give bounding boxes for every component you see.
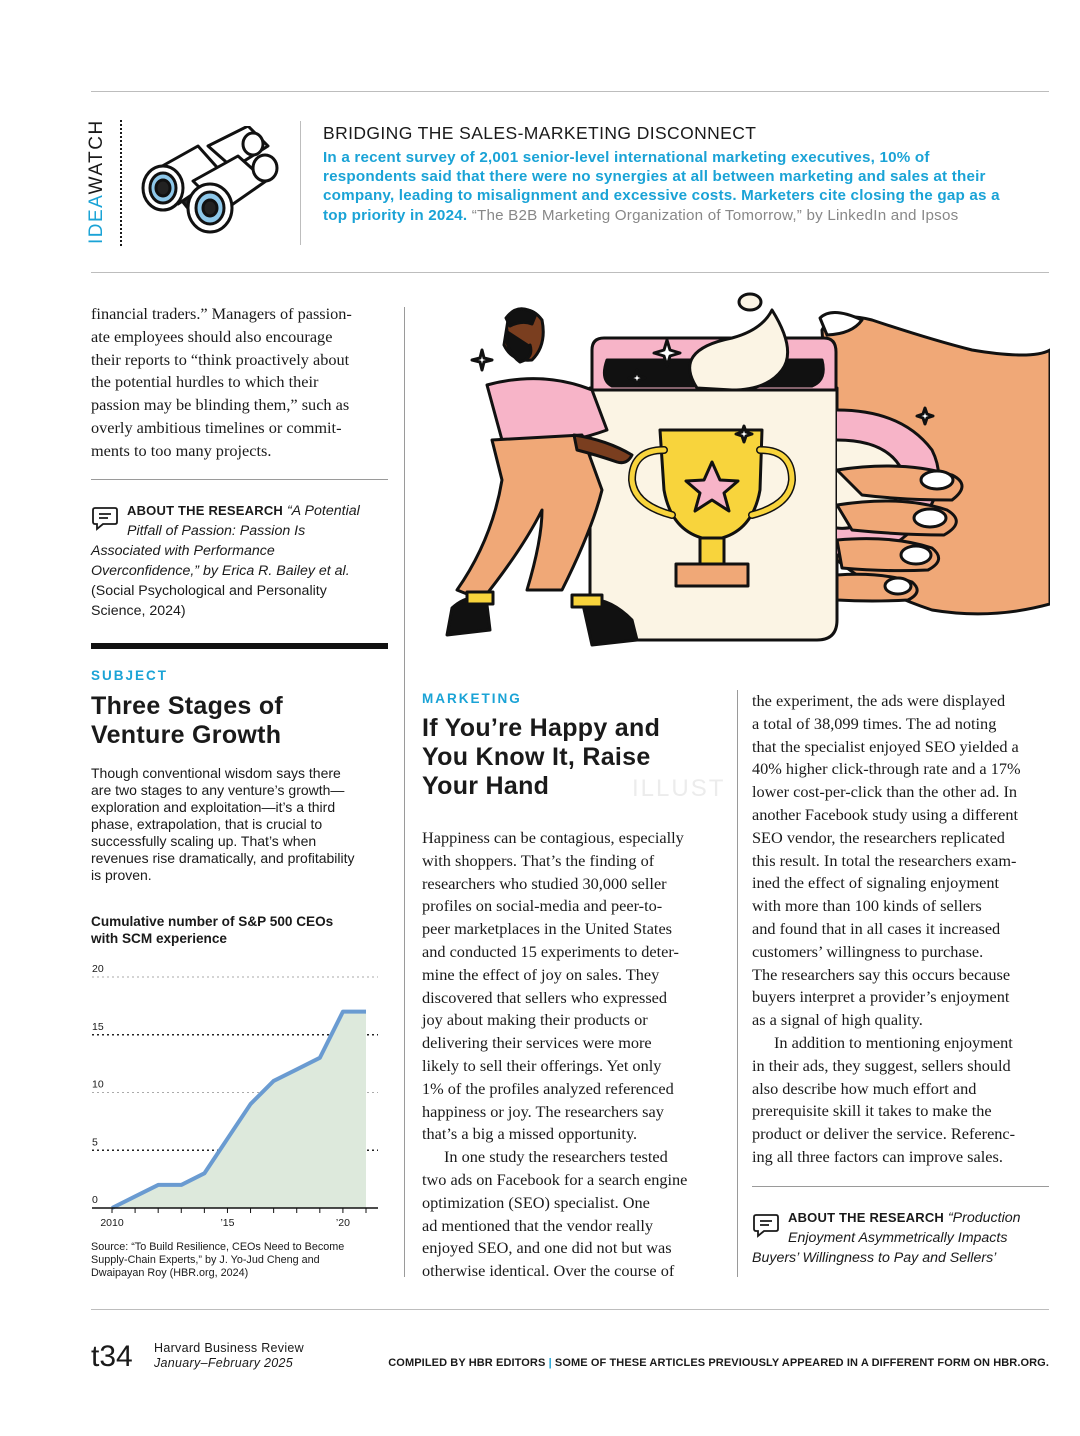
text-line: that the specialist enjoyed SEO yielded a <box>752 736 1019 756</box>
text-line: in their ads, they suggest, sellers should <box>752 1055 1011 1075</box>
chart-source <box>91 1241 391 1279</box>
text-line: Happiness can be contagious, especially <box>422 828 684 847</box>
left-about-research <box>91 501 391 621</box>
ideawatch-label <box>82 118 112 246</box>
headline-line: You Know It, Raise <box>422 743 651 771</box>
ceo-scm-chart <box>88 955 390 1235</box>
dek-line: exploration and exploitation—it’s a third <box>91 799 336 815</box>
magazine-issue: January–February 2025 <box>154 1356 294 1370</box>
text-line: optimization (SEO) specialist. One <box>422 1192 650 1212</box>
text-line: happiness or joy. The researchers say <box>422 1101 664 1121</box>
magazine-info <box>154 1341 304 1371</box>
text-line: this result. In total the researchers exam- <box>752 850 1017 870</box>
text-line: 40% higher click-through rate and a 17% <box>752 759 1021 779</box>
text-line: buyers interpret a provider’s enjoyment <box>752 987 1010 1007</box>
ideawatch-body <box>323 148 1023 225</box>
source-line: Dwaipayan Roy (HBR.org, 2024) <box>91 1266 249 1279</box>
credit-right: SOME OF THESE ARTICLES PREVIOUSLY APPEARED IN A DIFFERENT FORM ON HBR.ORG. <box>554 1357 1049 1369</box>
subject-dek <box>91 765 391 884</box>
marketing-column-1 <box>422 827 722 1283</box>
text-line: ate employees should also encourage <box>91 326 333 346</box>
text-line: profiles on social-media and peer-to- <box>422 896 663 916</box>
headline-line: If You’re Happy and <box>422 714 661 742</box>
text-line: delivering their services were more <box>422 1033 652 1053</box>
text-line: financial traders.” Managers of passion- <box>91 304 352 323</box>
subject-headline <box>91 692 283 750</box>
ideawatch-body-source: “The B2B Marketing Organization of Tomorrow,” by LinkedIn and Ipsos <box>467 206 959 224</box>
about-line: Buyers’ Willingness to Pay and Sellers’ <box>752 1250 997 1266</box>
dek-line: phase, extrapolation, that is crucial to <box>91 816 323 832</box>
source-line: Source: “To Build Resilience, CEOs Need to Become <box>91 1241 345 1253</box>
text-line: researchers who studied 30,000 seller <box>422 873 667 893</box>
credit-separator: | <box>548 1357 552 1369</box>
ideawatch-body-highlight: In a recent survey of 2,001 senior-level international marketing executives, 10% of respondents said that there were no synergies at all between marketing and sales at their company, leading to misalignment and excessive costs. Marketers cite closing the gap as a top priority in 2024. <box>323 149 1000 224</box>
about-line: (Social Psychological and Personality <box>91 583 327 599</box>
text-line: a total of 38,099 times. The ad noting <box>752 713 997 733</box>
text-line: ined the effect of signaling enjoyment <box>752 873 1000 893</box>
text-line: the potential hurdles to which their <box>91 372 319 392</box>
text-line: as a signal of high quality. <box>752 1010 923 1030</box>
y-tick-label: 10 <box>92 1078 104 1091</box>
chart-title-line: with SCM experience <box>91 931 227 946</box>
dek-line: is proven. <box>91 867 152 883</box>
ideawatch-title: BRIDGING THE SALES-MARKETING DISCONNECT <box>323 123 757 143</box>
top-rule <box>91 91 1049 92</box>
subject-kicker: SUBJECT <box>91 668 169 683</box>
text-line: overly ambitious timelines or commit- <box>91 417 342 437</box>
text-line: ments to too many projects. <box>91 440 272 460</box>
ideawatch-dotted-divider <box>120 120 122 246</box>
text-line: also describe how much effort and <box>752 1078 977 1098</box>
footer-rule <box>91 1309 1049 1310</box>
dek-line: Though conventional wisdom says there <box>91 765 341 781</box>
text-line: lower cost-per-click than the other ad. In <box>752 782 1018 802</box>
y-tick-label: 20 <box>92 963 104 975</box>
credit-left: COMPILED BY HBR EDITORS <box>388 1357 546 1369</box>
y-tick-label: 0 <box>92 1194 98 1206</box>
right-about-research <box>752 1208 1052 1268</box>
text-line: mine the effect of joy on sales. They <box>422 964 660 984</box>
text-line: with more than 100 kinds of sellers <box>752 896 982 916</box>
text-line: In addition to mentioning enjoyment <box>774 1032 1013 1052</box>
x-tick-label: ’20 <box>335 1217 350 1229</box>
headline-line: Venture Growth <box>91 721 282 749</box>
x-tick-label: 2010 <box>100 1217 124 1229</box>
text-line: customers’ willingness to purchase. <box>752 941 984 961</box>
text-line: and conducted 15 experiments to deter- <box>422 941 679 961</box>
text-line: with shoppers. That’s the finding of <box>422 850 655 870</box>
text-line: and found that in all cases it increased <box>752 918 1001 938</box>
about-line: Enjoyment Asymmetrically Impacts <box>788 1230 1008 1246</box>
text-line: prerequisite skill it takes to make the <box>752 1101 992 1121</box>
about-line: Science, 2024) <box>91 603 186 619</box>
page-folio: t34 <box>91 1340 133 1373</box>
column-divider-right <box>737 690 738 1277</box>
about-line: Associated with Performance <box>91 543 275 559</box>
right-about-rule <box>752 1186 1049 1187</box>
text-line: SEO vendor, the researchers replicated <box>752 827 1005 847</box>
dek-line: are two stages to any venture’s growth— <box>91 782 345 798</box>
marketing-headline <box>422 714 660 801</box>
ideawatch-bottom-rule <box>91 272 1049 273</box>
text-line: their reports to “think proactively about <box>91 349 350 369</box>
about-line: Pitfall of Passion: Passion Is <box>127 523 306 539</box>
text-line: The researchers say this occurs because <box>752 964 1011 984</box>
text-line: enjoyed SEO, and one did not but was <box>422 1238 672 1258</box>
about-line: “A Potential <box>286 503 360 519</box>
chart-title <box>91 913 333 947</box>
about-line: Overconfidence,” by Erica R. Bailey et al. <box>91 563 350 579</box>
text-line: joy about making their products or <box>422 1010 648 1030</box>
text-line: two ads on Facebook for a search engine <box>422 1169 688 1189</box>
text-line: passion may be blinding them,” such as <box>91 395 350 415</box>
about-research-label: ABOUT THE RESEARCH <box>788 1210 944 1225</box>
text-line: otherwise identical. Over the course of <box>422 1261 675 1281</box>
headline-line: Three Stages of <box>91 692 284 720</box>
trophy-mug-illustration <box>432 290 1050 662</box>
x-tick-label: ’15 <box>220 1217 235 1229</box>
about-line: “Production <box>947 1210 1021 1226</box>
marketing-column-2 <box>752 690 1052 1169</box>
text-line: ing all three factors can improve sales. <box>752 1146 1003 1166</box>
text-line: discovered that sellers who expressed <box>422 987 668 1007</box>
text-line: 1% of the profiles analyzed referenced <box>422 1078 674 1098</box>
text-line: In one study the researchers tested <box>444 1147 668 1167</box>
marketing-kicker: MARKETING <box>422 691 522 706</box>
text-line: peer marketplaces in the United States <box>422 919 673 939</box>
column-divider-left <box>404 307 405 1277</box>
subject-heavy-rule <box>91 643 388 649</box>
dek-line: revenues rise dramatically, and profitability <box>91 850 355 866</box>
chart-title-line: Cumulative number of S&P 500 CEOs <box>91 914 334 929</box>
footer-credit <box>388 1357 1049 1369</box>
ideawatch-vertical-divider <box>300 121 301 245</box>
left-about-rule <box>91 479 388 480</box>
text-line: product or deliver the service. Referenc- <box>752 1124 1016 1144</box>
text-line: likely to sell their offerings. Yet only <box>422 1055 662 1075</box>
ideawatch-label-rest: WATCH <box>86 119 107 195</box>
watermark-text: ILLUST <box>632 775 726 802</box>
about-research-label: ABOUT THE RESEARCH <box>127 503 283 518</box>
dek-line: successfully scaling up. That’s when <box>91 833 317 849</box>
magazine-name: Harvard Business Review <box>154 1341 305 1355</box>
y-tick-label: 5 <box>92 1136 98 1149</box>
y-tick-label: 15 <box>92 1020 104 1033</box>
binoculars-icon <box>138 126 288 238</box>
ideawatch-label-accent: IDEA <box>86 194 107 244</box>
text-line: ad mentioned that the vendor really <box>422 1215 654 1235</box>
headline-line: Your Hand <box>422 772 550 800</box>
source-line: Supply-Chain Experts,” by J. Yo-Jud Cheng and <box>91 1253 320 1266</box>
text-line: the experiment, the ads were displayed <box>752 691 1006 710</box>
text-line: that’s a big a missed opportunity. <box>422 1124 638 1144</box>
left-continuation-text <box>91 303 391 463</box>
text-line: another Facebook study using a different <box>752 804 1019 824</box>
